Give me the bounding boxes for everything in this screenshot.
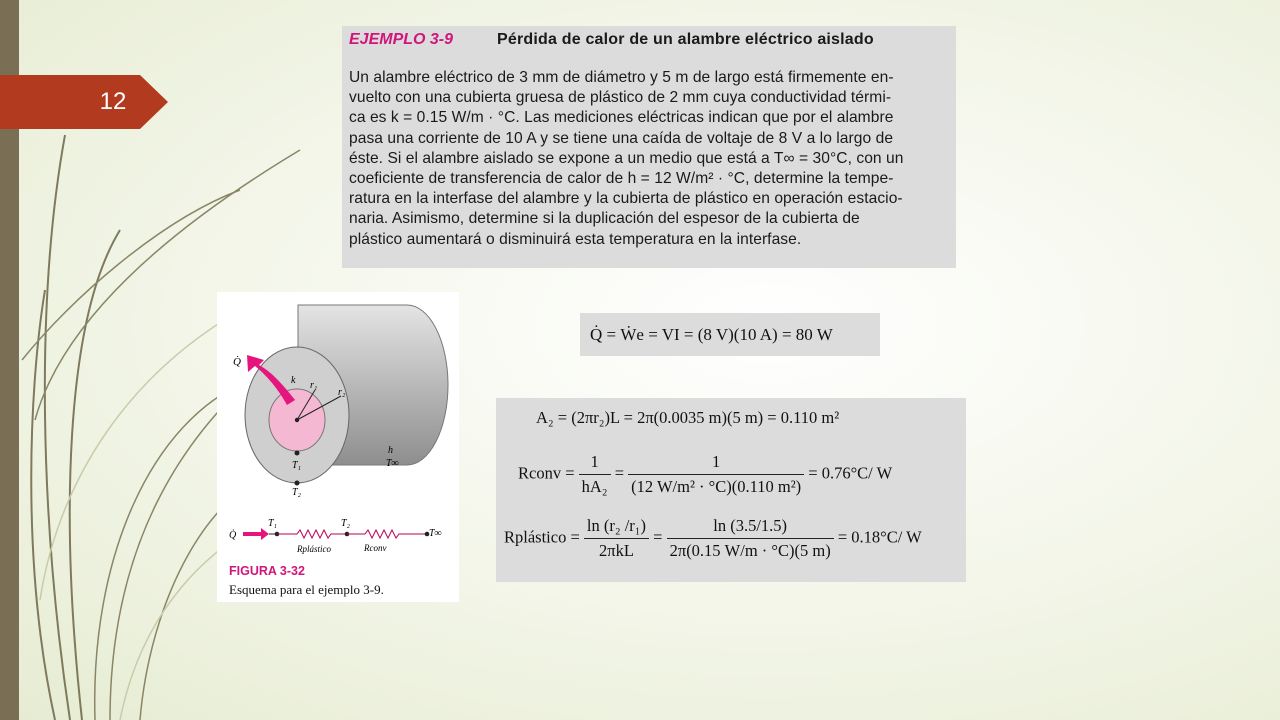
r2-label: r₂ [338, 387, 346, 398]
rconv-result: = 0.76°C/ W [808, 463, 893, 483]
q-dot-label: Q̇ [233, 356, 241, 368]
problem-line: naria. Asimismo, determine si la duplicación del espesor de la cubierta de [349, 210, 860, 228]
rplastic-frac2-den: 2π(0.15 W/m · °C)(5 m) [669, 541, 831, 560]
problem-line: pasa una corriente de 10 A y se tiene una caída de voltaje de 8 V a lo largo de [349, 129, 894, 147]
rplastic-frac1 [584, 516, 649, 561]
problem-line: vuelto con una cubierta gruesa de plástico de 2 mm cuya conductividad térmi- [349, 89, 892, 107]
figure-label: FIGURA 3-32 [229, 564, 305, 578]
rconv-frac2-num: 1 [628, 452, 804, 475]
figure-3-32 [217, 292, 459, 602]
rplastic-result: = 0.18°C/ W [837, 527, 922, 547]
problem-line: ca es k = 0.15 W/m · °C. Las mediciones eléctricas indican que por el alambre [349, 109, 894, 127]
rplastic-lhs: Rplástico = [504, 527, 580, 547]
circuit-q-label: Q̇ [229, 530, 237, 541]
problem-line: coeficiente de transferencia de calor de h = 12 W/m² · °C, determine la tempe- [349, 170, 894, 188]
example-label: EJEMPLO 3-9 [349, 31, 454, 48]
circuit-arrow-icon [243, 528, 269, 540]
thermal-resistance-circuit [229, 518, 442, 554]
slide-number: 12 [99, 88, 127, 115]
rplastic-frac2-num: ln (3.5/1.5) [667, 516, 834, 539]
circuit-t-inf-label: T∞ [429, 528, 442, 539]
circuit-t1-label: T₁ [268, 518, 278, 529]
rconv-frac1-den: hA₂ [581, 477, 608, 496]
problem-text [349, 68, 948, 250]
figure-caption: Esquema para el ejemplo 3-9. [229, 582, 384, 597]
rplastic-frac1-num: ln (r₂ /r₁) [584, 516, 649, 539]
rplastic-equation: Rplástico = $\frac{\text{ln (r₂ /r₁)}}{\text{2πkL}}$ = $\frac{\ln (3.5/1.5)}{2\pi(0.15 W/m \cdot ^\circ C)(5 m)}$ = 0.18°C/ W [504, 516, 922, 560]
rconv-frac1 [579, 452, 611, 497]
rplastic-frac2 [667, 516, 834, 561]
r-conv-label: Rconv [364, 543, 387, 553]
rplastic-frac1-den: 2πkL [599, 541, 634, 560]
rconv-frac2-den: (12 W/m² · °C)(0.110 m²) [631, 477, 802, 496]
area-equation: A₂ = (2πr₂)L = 2π(0.0035 m)(5 m) = 0.110 m² [536, 408, 840, 427]
r1-label: r₁ [310, 380, 318, 391]
insulated-wire-diagram [217, 292, 459, 562]
circuit-t2-label: T₂ [341, 518, 351, 529]
problem-line: ratura en la interfase del alambre y la cubierta de plástico en operación estacio- [349, 190, 903, 208]
resistance-equations [496, 398, 966, 582]
rconv-frac1-num: 1 [579, 452, 611, 475]
problem-statement [342, 26, 956, 268]
problem-line: plástico aumentará o disminuirá esta temperatura en la interfase. [349, 230, 802, 248]
r-plastico-label: Rplástico [297, 544, 331, 554]
h-label: h [388, 445, 393, 456]
rconv-lhs: Rconv = [518, 463, 575, 483]
t1-label: T₁ [292, 460, 302, 471]
t2-label: T₂ [292, 487, 302, 498]
power-equation: Q̇ = Ẇe = VI = (8 V)(10 A) = 80 W [580, 313, 880, 356]
problem-line: Un alambre eléctrico de 3 mm de diámetro y 5 m de largo está firmemente en- [349, 69, 894, 86]
rconv-equation: Rconv = $\frac{1}{\text{hA₂}}$ = $\frac{1}{\text{(12 W/m² · °C)(0.110 m²)}}$ = 0.76°C/ W [518, 452, 893, 496]
problem-line: éste. Si el alambre aislado se expone a un medio que está a T∞ = 30°C, con un [349, 149, 904, 167]
t-inf-label: T∞ [386, 458, 399, 469]
example-title: Pérdida de calor de un alambre eléctrico aislado [497, 31, 874, 48]
k-label: k [291, 375, 296, 386]
rconv-frac2 [628, 452, 804, 497]
